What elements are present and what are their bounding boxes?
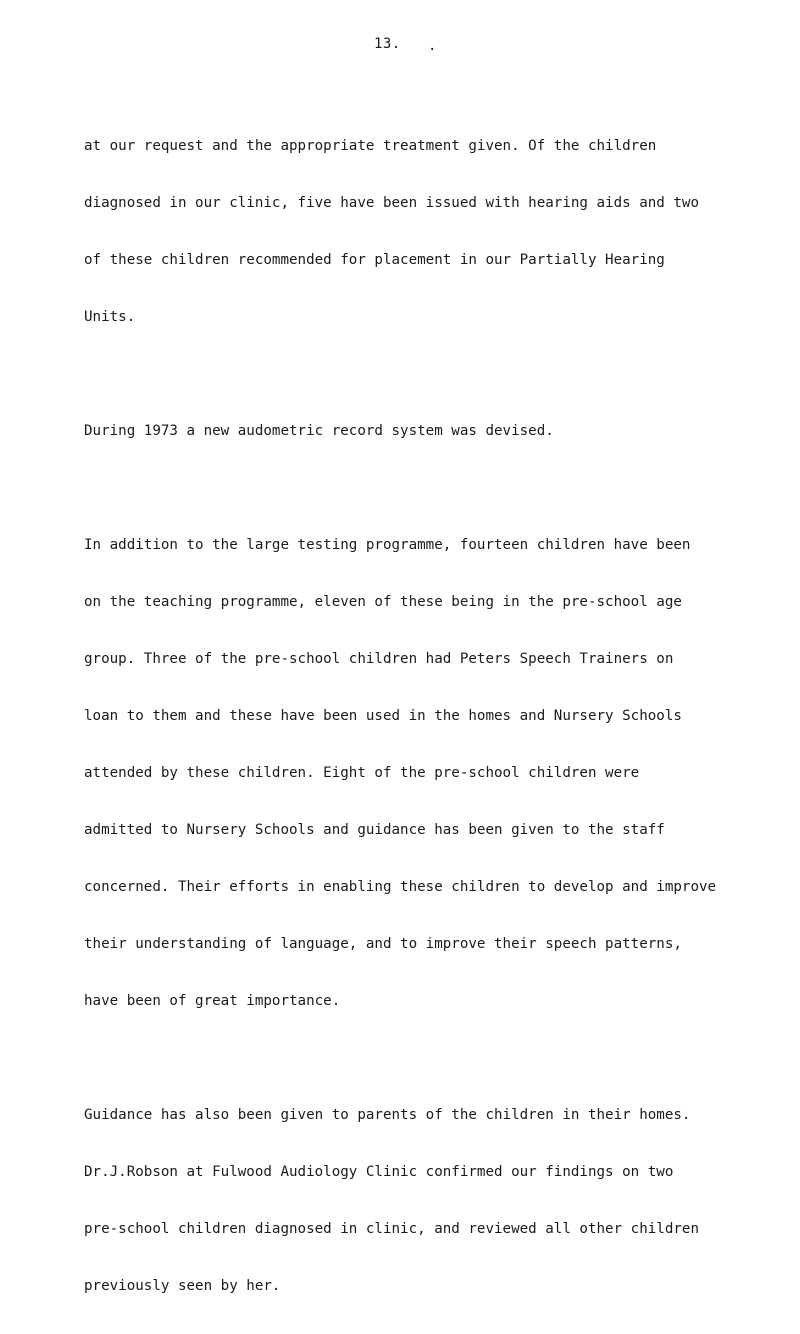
text-line: Dr.J.Robson at Fulwood Audiology Clinic confirmed our findings on two <box>84 1164 674 1180</box>
text-line: pre-school children diagnosed in clinic, and reviewed all other children <box>84 1221 699 1237</box>
paragraph-record-system <box>84 384 784 479</box>
text-line: their understanding of language, and to improve their speech patterns, <box>84 936 682 952</box>
body-text <box>84 99 784 1334</box>
text-line: on the teaching programme, eleven of these being in the pre-school age <box>84 594 682 610</box>
text-line: of these children recommended for placement in our Partially Hearing <box>84 252 665 268</box>
page-mark: . <box>428 38 437 54</box>
text-line: attended by these children. Eight of the pre-school children were <box>84 765 640 781</box>
paragraph-treatment <box>84 99 784 365</box>
text-line: admitted to Nursery Schools and guidance has been given to the staff <box>84 822 665 838</box>
text-line: Units. <box>84 309 136 325</box>
text-line: During 1973 a new audometric record system was devised. <box>84 423 554 439</box>
paragraph-guidance <box>84 1068 784 1334</box>
paragraph-teaching-programme <box>84 498 784 1049</box>
page-number: 13. <box>374 36 401 52</box>
text-line: In addition to the large testing programme, fourteen children have been <box>84 537 691 553</box>
text-line: concerned. Their efforts in enabling these children to develop and improve <box>84 879 717 895</box>
text-line: have been of great importance. <box>84 993 341 1009</box>
text-line: diagnosed in our clinic, five have been issued with hearing aids and two <box>84 195 699 211</box>
text-line: Guidance has also been given to parents of the children in their homes. <box>84 1107 691 1123</box>
text-line: group. Three of the pre-school children had Peters Speech Trainers on <box>84 651 674 667</box>
text-line: at our request and the appropriate treatment given. Of the children <box>84 138 657 154</box>
text-line: loan to them and these have been used in the homes and Nursery Schools <box>84 708 682 724</box>
text-line: previously seen by her. <box>84 1278 281 1294</box>
